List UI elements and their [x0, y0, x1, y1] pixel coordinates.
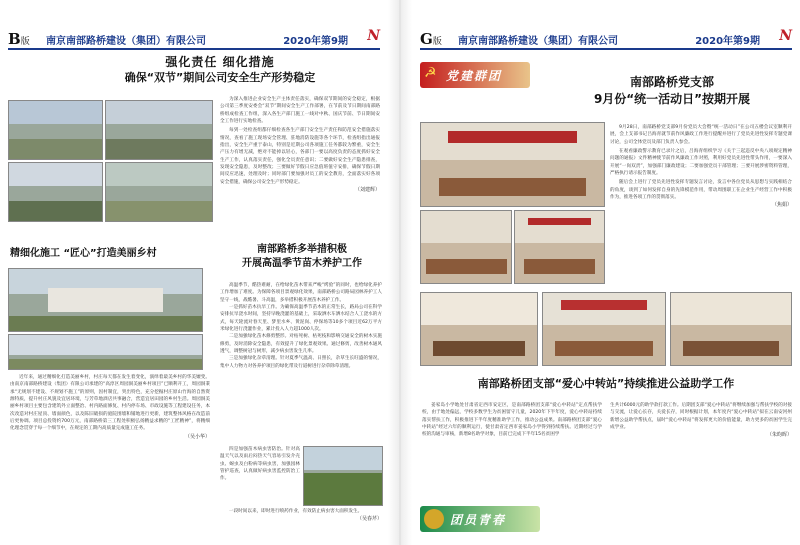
- byline: （吴小华）: [184, 433, 210, 440]
- article-body: [610, 124, 792, 208]
- paragraph: 姜家岛小学地处甘肃省定西市安定区，是南部路桥团支部“爱心中转站”定点帮扶学校，由于地处偏远，学校多数学生为贫困留守儿童，2020年下半年度，爱心中转站持续落实帮扶工作，积极推进下半年度精准助学工作，推动公益成果。南部路桥团支部“爱心中转站”经过六年的顺利运行，使甘肃省定西市姜家岛小学得到持续帮扶。近期经过与学校的沟通与审核，新增8名助学对象，目前已完成下半年15名贫困学: [422, 403, 602, 438]
- paragraph: 高温季节，酷热难耐，在给绿化苗木带来严峻“烤验”的同时，也给绿化养护工作增加了难度。为保障各项目景观绿化效果，南部路桥公司路局园林养护工人坚守一线，战酷暑、斗高温，多举措积极开展苗木养护工作。: [220, 283, 382, 303]
- article-title: 南部路桥党支部 9月份“统一活动日”按期开展: [593, 75, 751, 106]
- paragraph: 为深入推进企业安全生产主体责任落实，确保双节期间的安全稳定，根据公司第三季度安委会“双节”期间安全生产工作部署，在节前及节日期间南部路桥组成检查工作组，深入各生产部门施工一线对中秋、国庆节前、节日期间安全工作进行实地检查。: [220, 97, 380, 125]
- paragraph: 一是抓好苗木抗旱工作。为确保高温季节苗木的正常生长，路局公司在科学安排抗旱浇水时间，坚持早晚浇灌的基础上，采取洒水车洒水结合人工浇水的方式，每天轮流对春天里、梦里水乡、黄泥岗、停保场等10多个项目近62万平方米绿化进行浇灌作业，累计投入人力超1000人次。: [220, 305, 382, 333]
- byline: （焦娟）: [771, 202, 792, 209]
- paragraph: 近年来，通过精细化打造美丽乡村，村庄每天都在发生着变化，演绎着最美乡村的华美嬗变。由南京南部路桥建设（集团）有限公司承建的“高淳区周园洞美丽乡村项目”已顺利开工，周园洞秉承“无规划不建设、不规划不施工”的原则，因村制宜，突出特色，充分挖掘村庄原山竹海的自然资源特质，提升村庄风貌及宜居环境，与芳草地酒店共事融合，营造宜居田园的乡村生活。周园洞美丽乡村项目主要包含建筑外立面整治、村内路面修复、村内停车场、市政设施等工程建设任务，本次改造对村庄屋顶、墙面颜色，以及陈旧破损的庭院围墙和铺地进行更新，建筑整体风格在改造前后更协调。项目总投资约700万元，南部路桥第三工程处积极弘扬精益求精的“工匠精神”，将精细化理念贯穿于每一个细节中，在规定的工期内高质量完成施工任务。: [10, 375, 210, 432]
- photo-greenbelt: [303, 446, 383, 506]
- article-title: 南部路桥多举措积极 开展高温季节苗木养护工作: [242, 244, 362, 269]
- photo-site-inspection: [105, 100, 213, 160]
- paragraph: 9月28日，南部路桥党支部9月份党员大会暨“统一活动日”在公司五楼会议室顺利开展，会上支部书记吕海青就节前作风廉政工作进行提醒并进行了党员先进性发挥专题党课讨论，公司全体党员及部门负责人参会。: [610, 125, 792, 145]
- paragraph: 随后会上进行了党员先进性发挥专题发言讨论，发言中各位党员从思想与实践相结合的角度，谈到了如何发挥自身的先锋模范作用，带动周围职工在企业生产经营工作中积极作为，推进各项工作的贯彻落实。: [610, 180, 792, 201]
- article-body: [220, 508, 382, 522]
- page-gutter: [388, 0, 412, 545]
- byline: （朱昀晖）: [766, 432, 792, 439]
- company-logo-icon: N: [367, 28, 380, 44]
- photo-charity-event: [542, 292, 666, 366]
- article-body: [610, 402, 792, 438]
- photo-village: [8, 268, 203, 332]
- photo-meeting: [514, 210, 605, 284]
- right-page: [412, 0, 800, 545]
- issue-number: 2020年第9期: [695, 36, 760, 47]
- article-body: [220, 446, 300, 483]
- photo-site-inspection: [8, 162, 103, 222]
- paragraph: 二是加强绿化苗木修剪整形。对枯死树、枯死枝和影响交通安全的树木实施修剪，及时消除安全隐患，有效提升了绿化景观效果。通过修剪，改善树木通风透气，调整树冠与树形，减少病虫害发生几率。: [220, 334, 382, 355]
- party-emblem-icon: ☭: [424, 65, 437, 81]
- photo-charity-event: [420, 292, 538, 366]
- article-body: [10, 374, 210, 440]
- issue-number: 2020年第9期: [283, 36, 348, 47]
- article-body: [220, 96, 380, 193]
- photo-site-inspection: [8, 100, 103, 160]
- right-page-header: [412, 28, 800, 50]
- photo-meeting: [420, 210, 512, 284]
- article-body: [220, 282, 382, 370]
- page-number: B版: [8, 30, 30, 48]
- company-name: 南京南部路桥建设（集团）有限公司: [458, 36, 618, 47]
- article-title: 南部路桥团支部“爱心中转站”持续推进公益助学工作: [477, 377, 735, 390]
- company-logo-icon: N: [779, 28, 792, 44]
- left-page-header: [0, 28, 388, 50]
- header-rule: [420, 48, 792, 50]
- photo-site-inspection: [105, 162, 213, 222]
- byline: （吴春芹）: [356, 516, 382, 523]
- photo-meeting: [420, 122, 605, 207]
- photo-charity-event: [670, 292, 792, 366]
- header-rule: [8, 48, 380, 50]
- section-banner: [420, 62, 530, 88]
- article-title: 精细化施工 “匠心”打造美丽乡村: [10, 248, 157, 259]
- paragraph: 生共计6000元的助学款打款工作。后期团支部“爱心中转站”将继续加强与帮扶学校的对接与交流，让爱心长存，关爱长存，同时根据计划，本年度内“爱心中转站”拟在云南安河州新增公益助学帮扶点，届时“爱心中转站”将发挥更大的价值能量，助力更多的贫困学生完成学业。: [610, 403, 792, 431]
- footer-banner: [420, 506, 540, 532]
- page-number: G版: [420, 30, 442, 48]
- paragraph: 在观看廉政警示教育已录片之后，吕海青组织学习《关于三起违反中央八项规定精神问题的通报》文件精神使节前作风廉政工作对照，利用好党员先进性带头作用，一要深入开展“一岗双责”，加强部门廉政建设；二要加强党员干部管理；三要开展涉密资料管理，严格执行请示报告制度。: [610, 149, 792, 177]
- footer-banner-label: 团员青春: [450, 513, 507, 527]
- youth-league-emblem-icon: [424, 509, 444, 529]
- photo-village: [8, 334, 203, 370]
- left-page: [0, 0, 388, 545]
- article-title: 强化责任 细化措施 确保“双节”期间公司安全生产形势稳定: [124, 55, 316, 84]
- article-body: [422, 402, 602, 439]
- byline: （刘建辉）: [354, 187, 380, 194]
- paragraph: 每到一处检查组都仔细检查各生产部门安全生产责任和防范安全措施落实情况，查看了施工现场安全管理、驻地消防设施等各个环节，检查组指出通报指出，安全生产重于泰山，特别是近期公司各项施工任务都较为繁重，安全生产压力有增无减，绝对不能掉以轻心，各部门一要以高度负责的态度抓好安全生产工作，认真落实责任，强化全员责任意识；二要做好安全生产隐患排查，发现安全隐患，及时整改；三要做好节假日应急值班值守安排，确保节假日期间反应迅速，处理及时；同时部门要加强对员工的安全教育，全面落实好各项安全措施，确保公司安全生产形势稳定。: [220, 128, 380, 185]
- paragraph: 三是加强绿化杂草清理。针对夏季气温高、日照长，杂草生长旺盛的情况，集中人力物力对各养护项目的绿化带及行道树进行杂草除草清理。: [220, 356, 382, 369]
- paragraph: 四是加强苗木病虫害防治。针对高温天气以及雨后闷热天气容易引发介壳虫、蚜虫及白粉病等病虫害，加强园林管护巡查，认真做好病虫害监控防治工作。: [220, 447, 300, 482]
- company-name: 南京南部路桥建设（集团）有限公司: [46, 36, 206, 47]
- paragraph: 一段时间以来，即时进行喷药作业，有效防止病虫害大面积发生。: [229, 509, 363, 514]
- section-banner-label: 党建群团: [446, 69, 503, 83]
